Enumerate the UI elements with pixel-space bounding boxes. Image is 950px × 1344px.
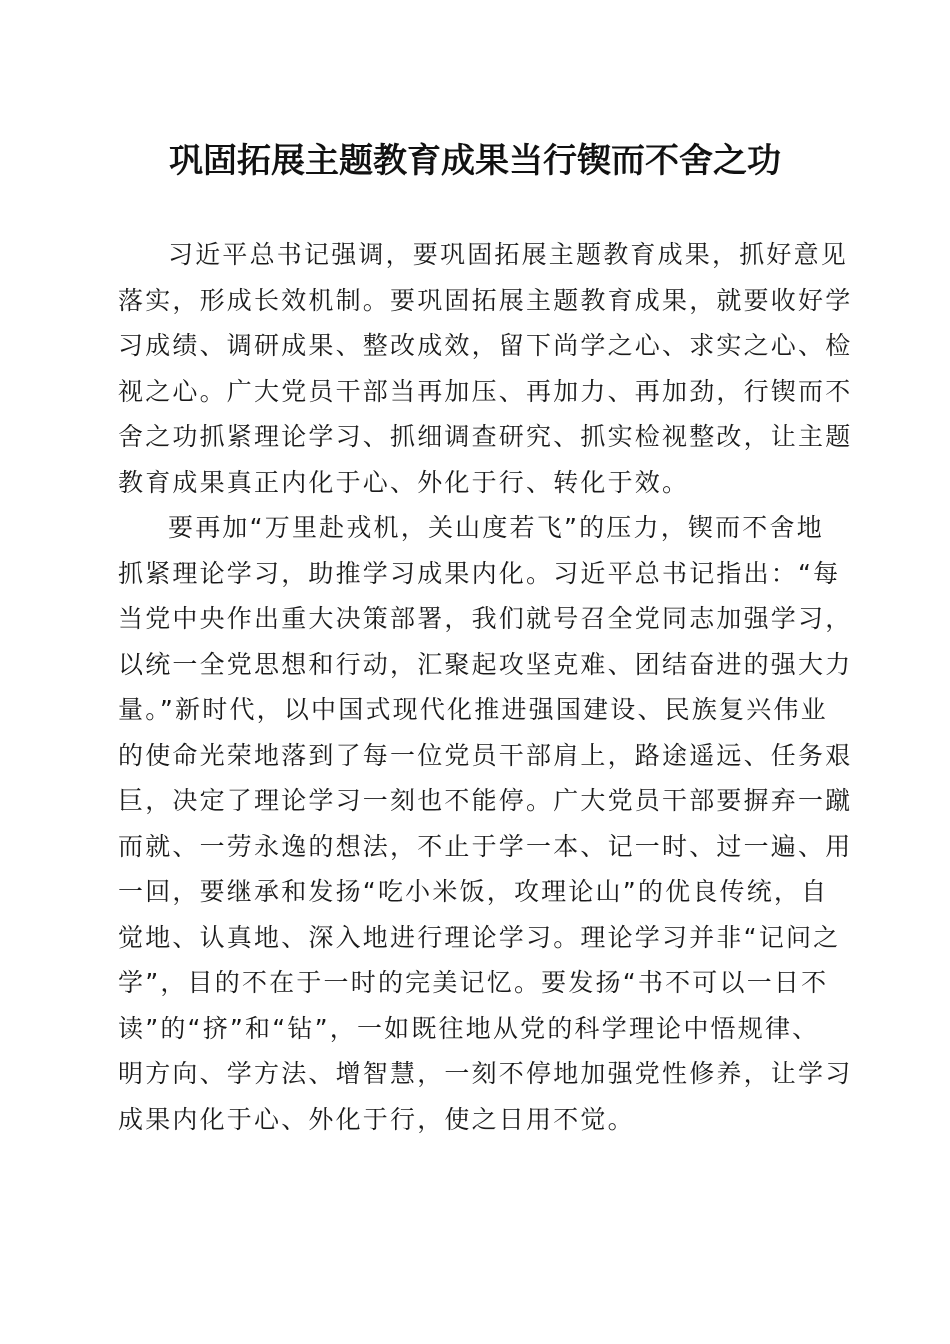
paragraph-line: 习成绩、调研成果、整改成效，留下尚学之心、求实之心、检 — [118, 331, 853, 360]
paragraph-line: 要再加“万里赴戎机，关山度若飞”的压力，锲而不舍地 — [168, 513, 824, 542]
paragraph-line: 成果内化于心、外化于行，使之日用不觉。 — [118, 1104, 635, 1134]
paragraph-line: 巨，决定了理论学习一刻也不能停。广大党员干部要摒弃一蹴 — [118, 786, 853, 815]
paragraph-line: 明方向、学方法、增智慧，一刻不停地加强党性修养，让学习 — [118, 1059, 853, 1088]
paragraph-line: 习近平总书记强调，要巩固拓展主题教育成果，抓好意见 — [168, 240, 849, 269]
paragraph-line: 落实，形成长效机制。要巩固拓展主题教育成果，就要收好学 — [118, 285, 853, 315]
paragraph-2 — [118, 505, 853, 1142]
paragraph-line: 以统一全党思想和行动，汇聚起攻坚克难、团结奋进的强大力 — [118, 649, 853, 679]
paragraph-line: 抓紧理论学习，助推学习成果内化。习近平总书记指出：“每 — [118, 558, 841, 588]
paragraph-line: 一回，要继承和发扬“吃小米饭，攻理论山”的优良传统，自 — [118, 877, 829, 906]
paragraph-line: 量。”新时代，以中国式现代化推进强国建设、民族复兴伟业 — [118, 695, 828, 724]
document-body — [118, 232, 853, 1142]
paragraph-line: 视之心。广大党员干部当再加压、再加力、再加劲，行锲而不 — [118, 376, 853, 406]
paragraph-line: 的使命光荣地落到了每一位党员干部肩上，路途遥远、任务艰 — [118, 740, 853, 770]
paragraph-1 — [118, 232, 853, 505]
paragraph-line: 当党中央作出重大决策部署，我们就号召全党同志加强学习， — [118, 604, 853, 633]
paragraph-line: 读”的“挤”和“钻”，一如既往地从党的科学理论中悟规律、 — [118, 1013, 820, 1043]
paragraph-line: 而就、一劳永逸的想法，不止于学一本、记一时、过一遍、用 — [118, 831, 853, 861]
paragraph-line: 觉地、认真地、深入地进行理论学习。理论学习并非“记问之 — [118, 922, 841, 952]
paragraph-line: 学”，目的不在于一时的完美记忆。要发扬“书不可以一日不 — [118, 968, 829, 997]
paragraph-line: 舍之功抓紧理论学习、抓细调查研究、抓实检视整改，让主题 — [118, 422, 853, 451]
document-title: 巩固拓展主题教育成果当行锲而不舍之功 — [169, 141, 781, 181]
paragraph-line: 教育成果真正内化于心、外化于行、转化于效。 — [118, 467, 690, 497]
